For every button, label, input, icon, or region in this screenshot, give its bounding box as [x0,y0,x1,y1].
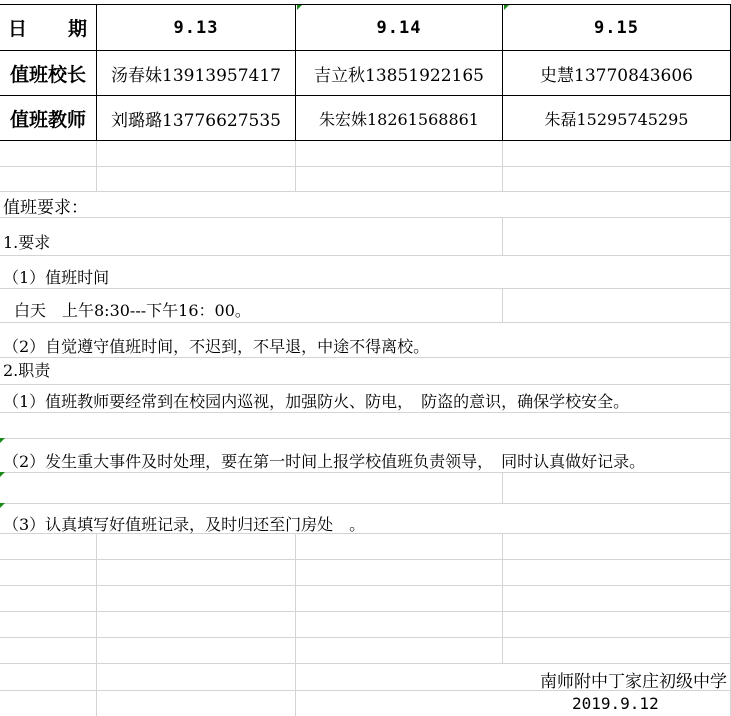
teacher-row-label: 值班教师 [9,108,86,131]
item-2-1: （1）值班教师要经常到在校园内巡视，加强防火、防电， 防盗的意识，确保学校安全。 [3,392,630,411]
date-cell-2: 9.14 [376,17,422,38]
principal-cell-2: 吉立秋13851922165 [314,65,484,86]
date-row-label: 日 期 [8,18,89,40]
teacher-cell-2: 朱宏姝18261568861 [319,109,479,129]
teacher-cell-3: 朱磊15295745295 [544,109,689,129]
principal-row-label: 值班校长 [9,63,86,86]
date-cell-3: 9.15 [594,17,639,38]
principal-cell-1: 汤春妹13913957417 [111,65,281,86]
school-name: 南师附中丁家庄初级中学 [540,672,727,692]
item-1-1-detail: 白天 上午8:30---下午16：00。 [14,301,251,320]
item-2-2: （2）发生重大事件及时处理，要在第一时间上报学校值班负责领导， 同时认真做好记录。 [3,452,646,471]
section-2-title: 2.职责 [3,361,51,380]
item-2-3: （3）认真填写好值班记录，及时归还至门房处 。 [3,515,366,534]
item-1-2: （2）自觉遵守值班时间，不迟到，不早退，中途不得离校。 [3,337,430,356]
date-cell-1: 9.13 [173,17,219,38]
teacher-cell-1: 刘璐璐13776627535 [111,110,281,131]
section-1-title: 1.要求 [3,233,51,252]
principal-cell-3: 史慧13770843606 [540,65,693,86]
issue-date: 2019.9.12 [572,694,659,713]
requirements-heading: 值班要求： [3,198,88,218]
item-1-1: （1）值班时间 [3,268,110,287]
